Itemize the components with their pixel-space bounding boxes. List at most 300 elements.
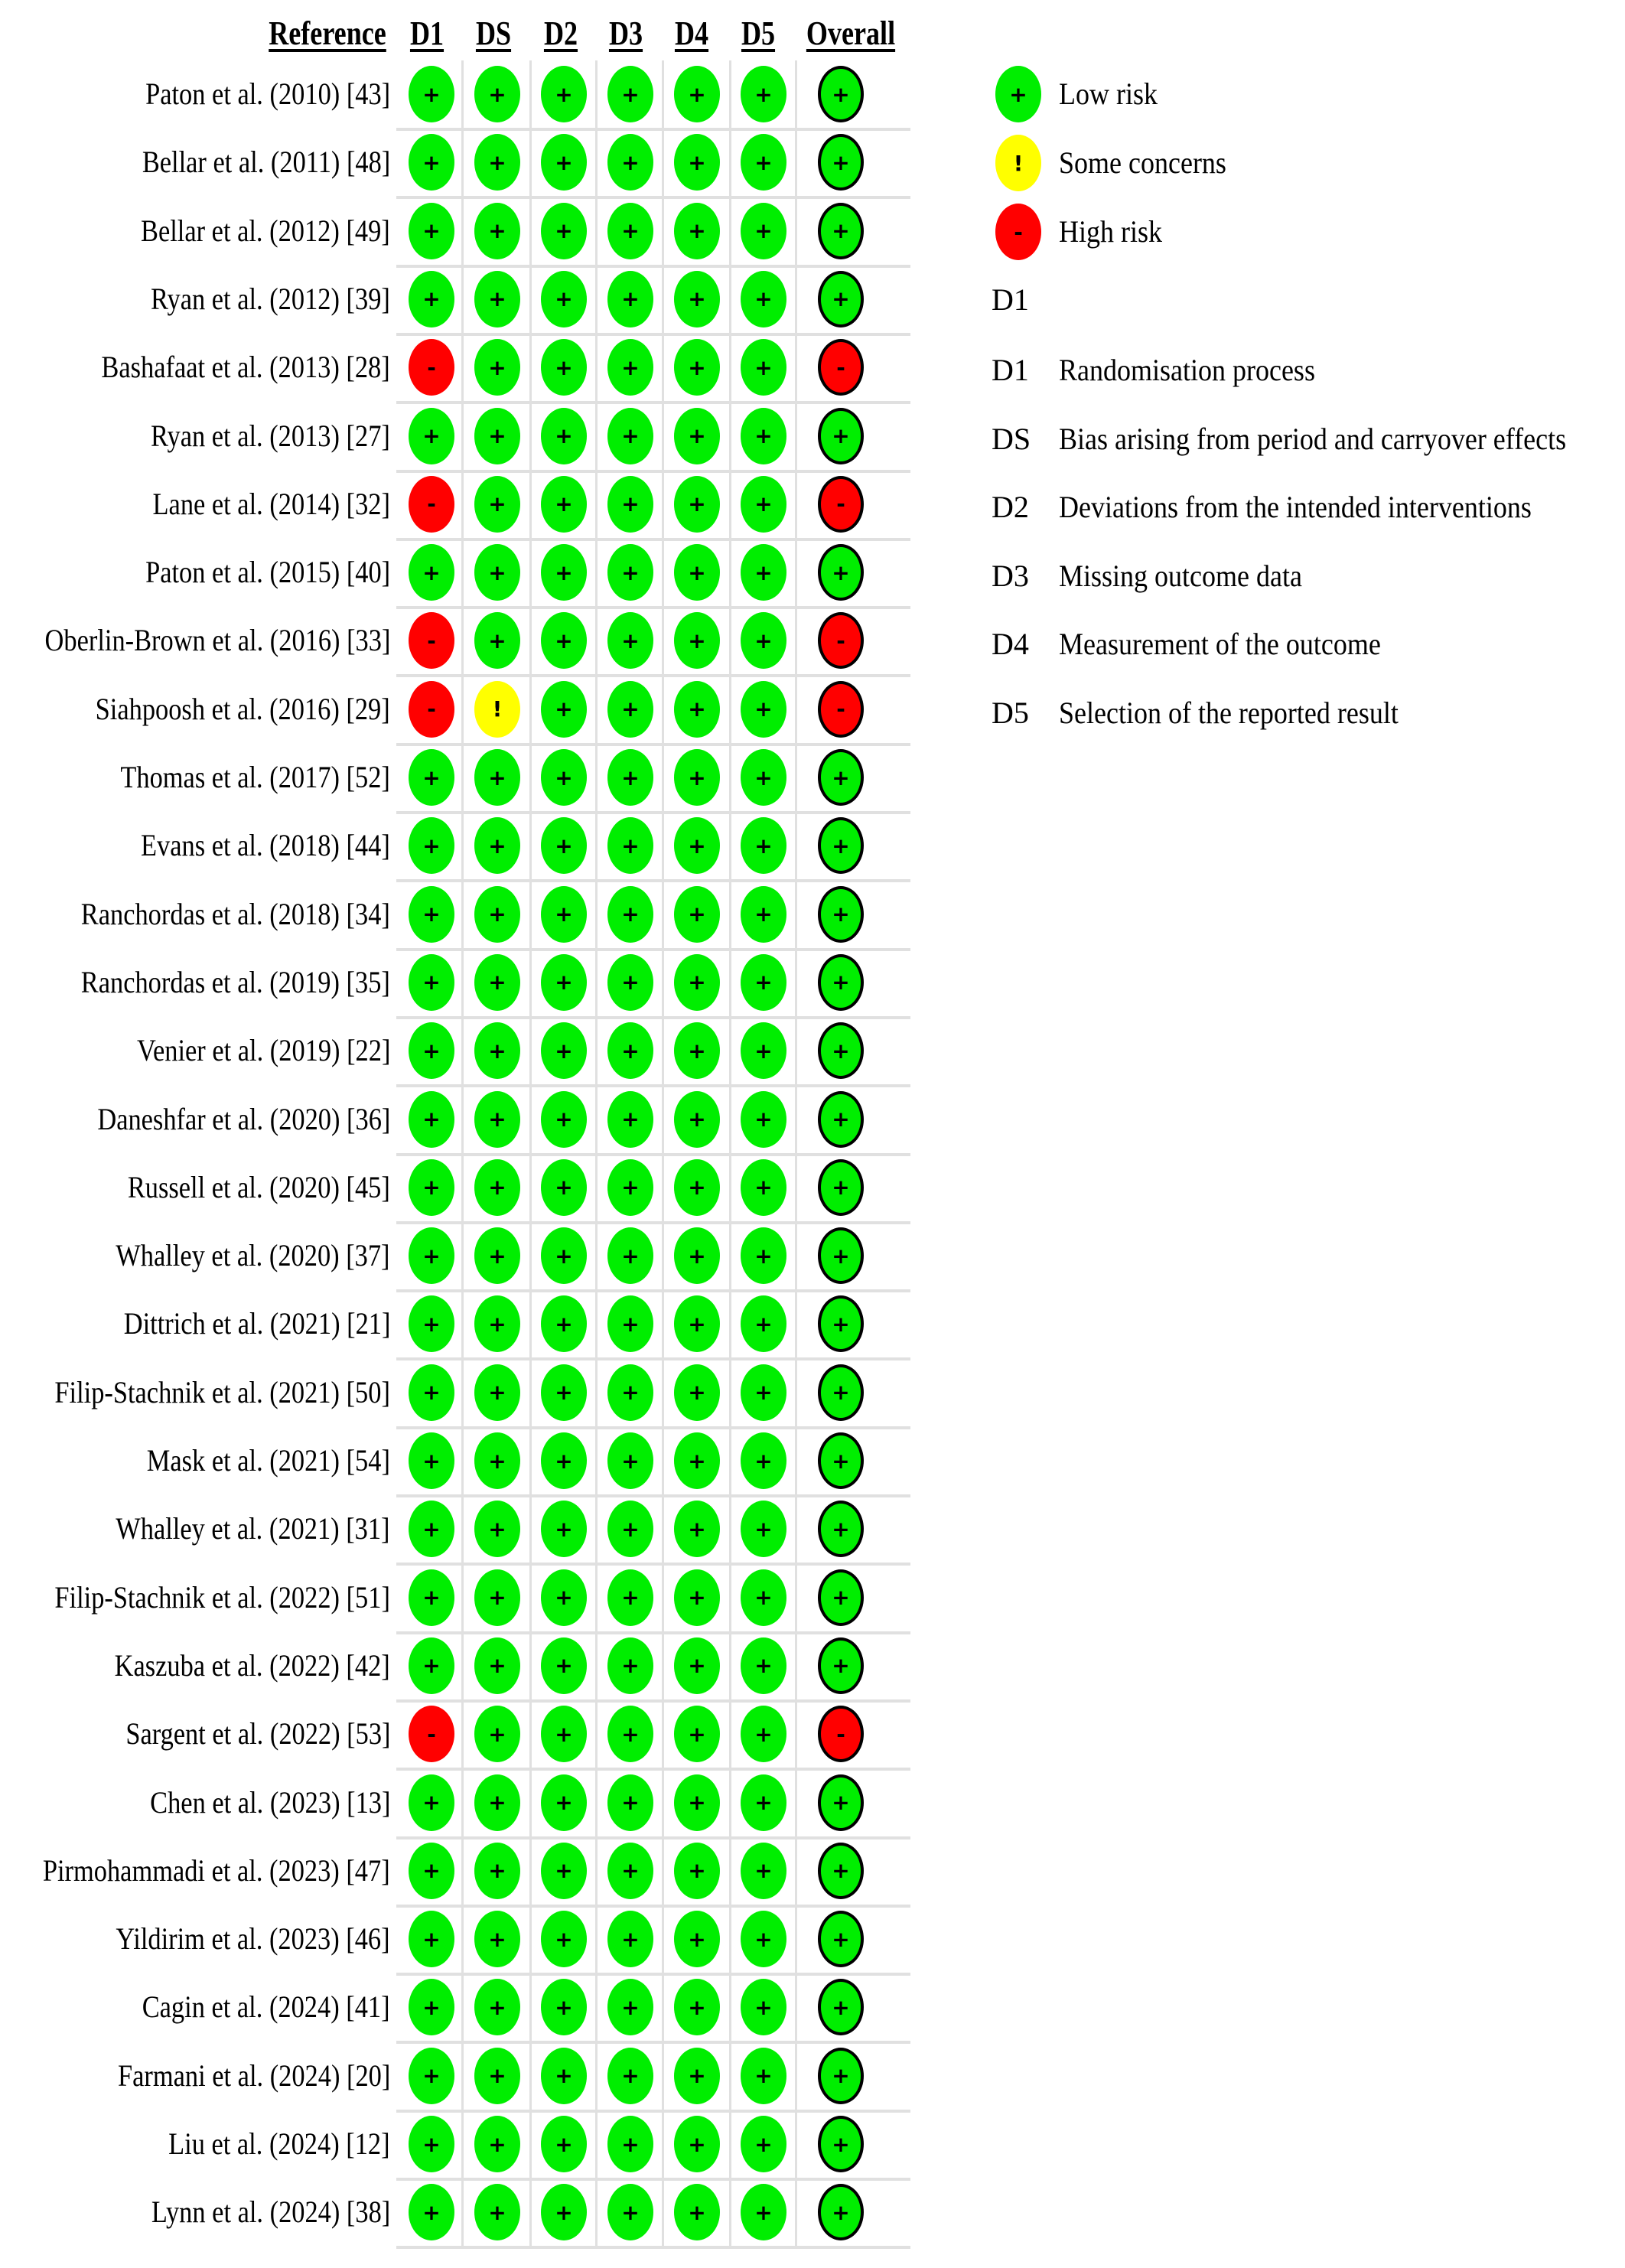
study-reference: Bashafaat et al. (2013) [28] <box>101 350 390 385</box>
judgement-overall-icon: + <box>818 1091 864 1148</box>
judgement-d1-icon: + <box>409 954 454 1011</box>
judgement-ds-icon: + <box>474 1501 520 1557</box>
judgement-d2-icon: + <box>541 2048 587 2104</box>
judgement-d2-icon: + <box>541 681 587 738</box>
judgement-overall-icon: + <box>818 749 864 806</box>
judgement-overall-icon: + <box>818 1774 864 1831</box>
judgement-d3-icon: + <box>607 1432 653 1489</box>
judgement-d5-icon: + <box>741 1364 786 1421</box>
judgement-d4-icon: + <box>674 1432 720 1489</box>
legend-domain-key: D4 <box>992 627 1029 661</box>
header-d3: D3 <box>608 15 643 52</box>
judgement-d1-icon: - <box>409 476 454 533</box>
header-ds: DS <box>475 15 512 52</box>
judgement-d3-icon: + <box>607 134 653 191</box>
judgement-ds-icon: + <box>474 817 520 874</box>
judgement-ds-icon: + <box>474 2048 520 2104</box>
grid-hline <box>396 470 910 473</box>
legend-domain-description: Measurement of the outcome <box>1059 627 1381 661</box>
judgement-ds-icon: + <box>474 544 520 601</box>
judgement-d2-icon: + <box>541 1569 587 1626</box>
judgement-ds-icon: + <box>474 2116 520 2172</box>
judgement-overall-icon: - <box>818 476 864 533</box>
judgement-d1-icon: + <box>409 1432 454 1489</box>
judgement-d1-icon: + <box>409 2116 454 2172</box>
judgement-d4-icon: + <box>674 1022 720 1079</box>
judgement-d3-icon: + <box>607 612 653 669</box>
grid-hline <box>396 1973 910 1976</box>
judgement-d4-icon: + <box>674 1843 720 1899</box>
judgement-d2-icon: + <box>541 408 587 464</box>
judgement-d4-icon: + <box>674 749 720 806</box>
judgement-d2-icon: + <box>541 749 587 806</box>
grid-hline <box>396 674 910 677</box>
grid-hline <box>396 401 910 404</box>
judgement-d2-icon: + <box>541 1159 587 1216</box>
judgement-d3-icon: + <box>607 2048 653 2104</box>
grid-hline <box>396 1768 910 1771</box>
legend-L-icon: + <box>995 66 1041 122</box>
judgement-d3-icon: + <box>607 1227 653 1284</box>
study-reference: Oberlin-Brown et al. (2016) [33] <box>44 623 390 658</box>
grid-hline <box>396 265 910 268</box>
judgement-overall-icon: + <box>818 2116 864 2172</box>
judgement-overall-icon: + <box>818 1432 864 1489</box>
judgement-overall-icon: + <box>818 1911 864 1967</box>
judgement-d2-icon: + <box>541 1295 587 1352</box>
judgement-d3-icon: + <box>607 1501 653 1557</box>
study-reference: Ranchordas et al. (2019) [35] <box>80 964 390 999</box>
judgement-d5-icon: + <box>741 1774 786 1831</box>
study-reference: Liu et al. (2024) [12] <box>168 2126 390 2161</box>
judgement-overall-icon: + <box>818 954 864 1011</box>
legend-domain-description: Deviations from the intended interventions <box>1059 490 1532 524</box>
judgement-d1-icon: + <box>409 1979 454 2035</box>
grid-hline <box>396 1563 910 1566</box>
grid-hline <box>396 1084 910 1087</box>
judgement-d3-icon: + <box>607 1091 653 1148</box>
study-reference: Kaszuba et al. (2022) [42] <box>114 1647 390 1683</box>
judgement-d1-icon: + <box>409 1364 454 1421</box>
judgement-d5-icon: + <box>741 2184 786 2240</box>
judgement-d2-icon: + <box>541 134 587 191</box>
judgement-ds-icon: + <box>474 203 520 259</box>
judgement-d2-icon: + <box>541 203 587 259</box>
grid-hline <box>396 1905 910 1908</box>
judgement-ds-icon: ! <box>474 681 520 738</box>
judgement-d3-icon: + <box>607 544 653 601</box>
judgement-d2-icon: + <box>541 544 587 601</box>
judgement-d4-icon: + <box>674 408 720 464</box>
judgement-d1-icon: + <box>409 1774 454 1831</box>
judgement-d2-icon: + <box>541 886 587 943</box>
judgement-overall-icon: + <box>818 1843 864 1899</box>
judgement-d3-icon: + <box>607 1637 653 1694</box>
study-reference: Ryan et al. (2013) [27] <box>151 418 390 453</box>
judgement-d5-icon: + <box>741 271 786 327</box>
header-d1: D1 <box>409 15 445 52</box>
grid-hline <box>396 128 910 131</box>
judgement-d5-icon: + <box>741 544 786 601</box>
legend-domain-description: Missing outcome data <box>1059 558 1302 593</box>
judgement-d1-icon: + <box>409 1501 454 1557</box>
judgement-d5-icon: + <box>741 134 786 191</box>
study-reference: Filip-Stachnik et al. (2022) [51] <box>54 1579 390 1615</box>
judgement-d4-icon: + <box>674 612 720 669</box>
judgement-d3-icon: + <box>607 886 653 943</box>
legend-H-icon: - <box>995 204 1041 260</box>
judgement-d2-icon: + <box>541 612 587 669</box>
judgement-d1-icon: + <box>409 134 454 191</box>
grid-hline <box>396 811 910 814</box>
judgement-overall-icon: + <box>818 408 864 464</box>
judgement-d1-icon: + <box>409 1227 454 1284</box>
judgement-ds-icon: + <box>474 476 520 533</box>
judgement-d4-icon: + <box>674 1706 720 1762</box>
grid-hline <box>396 1221 910 1224</box>
judgement-d4-icon: + <box>674 544 720 601</box>
study-reference: Yildirim et al. (2023) [46] <box>116 1921 390 1957</box>
legend-domain-key: D2 <box>992 490 1029 524</box>
judgement-d5-icon: + <box>741 1843 786 1899</box>
header-d2: D2 <box>543 15 578 52</box>
judgement-ds-icon: + <box>474 1159 520 1216</box>
study-reference: Whalley et al. (2020) [37] <box>116 1238 390 1273</box>
judgement-d2-icon: + <box>541 476 587 533</box>
judgement-d1-icon: + <box>409 1091 454 1148</box>
judgement-d1-icon: + <box>409 2048 454 2104</box>
judgement-d5-icon: + <box>741 1227 786 1284</box>
judgement-d3-icon: + <box>607 954 653 1011</box>
legend-S-icon: ! <box>995 135 1041 191</box>
judgement-ds-icon: + <box>474 749 520 806</box>
judgement-overall-icon: + <box>818 1637 864 1694</box>
judgement-d1-icon: - <box>409 681 454 738</box>
judgement-d2-icon: + <box>541 1911 587 1967</box>
judgement-d4-icon: + <box>674 134 720 191</box>
legend-domain-description: Selection of the reported result <box>1059 695 1399 730</box>
legend-label: Low risk <box>1059 77 1158 111</box>
judgement-overall-icon: + <box>818 1227 864 1284</box>
judgement-d3-icon: + <box>607 1706 653 1762</box>
grid-hline <box>396 1494 910 1497</box>
grid-hline <box>396 196 910 199</box>
judgement-d5-icon: + <box>741 1979 786 2035</box>
header-reference: Reference <box>269 15 386 52</box>
study-reference: Venier et al. (2019) [22] <box>136 1033 390 1068</box>
study-reference: Siahpoosh et al. (2016) [29] <box>95 691 390 726</box>
judgement-d5-icon: + <box>741 681 786 738</box>
judgement-d2-icon: + <box>541 1979 587 2035</box>
study-reference: Daneshfar et al. (2020) [36] <box>96 1101 390 1136</box>
judgement-ds-icon: + <box>474 1022 520 1079</box>
header-overall: Overall <box>806 15 896 52</box>
judgement-d4-icon: + <box>674 954 720 1011</box>
judgement-overall-icon: + <box>818 1022 864 1079</box>
grid-hline <box>396 538 910 541</box>
judgement-d2-icon: + <box>541 1774 587 1831</box>
legend-domain-description: Randomisation process <box>1059 353 1315 387</box>
judgement-d4-icon: + <box>674 2184 720 2240</box>
judgement-d2-icon: + <box>541 1022 587 1079</box>
legend-domain-key: D3 <box>992 558 1029 593</box>
judgement-d1-icon: + <box>409 1569 454 1626</box>
grid-hline <box>396 2041 910 2044</box>
judgement-overall-icon: + <box>818 203 864 259</box>
judgement-overall-icon: - <box>818 612 864 669</box>
judgement-d1-icon: + <box>409 1637 454 1694</box>
judgement-d3-icon: + <box>607 1295 653 1352</box>
legend-domain-heading: D1 <box>992 282 1029 317</box>
legend-domain-key: D5 <box>992 695 1029 730</box>
judgement-overall-icon: + <box>818 544 864 601</box>
study-reference: Evans et al. (2018) [44] <box>141 828 390 863</box>
judgement-ds-icon: + <box>474 886 520 943</box>
judgement-overall-icon: + <box>818 1295 864 1352</box>
judgement-d3-icon: + <box>607 1843 653 1899</box>
grid-hline <box>396 1631 910 1634</box>
judgement-d5-icon: + <box>741 1432 786 1489</box>
judgement-d4-icon: + <box>674 681 720 738</box>
judgement-d5-icon: + <box>741 1911 786 1967</box>
judgement-d2-icon: + <box>541 1706 587 1762</box>
judgement-d1-icon: + <box>409 1911 454 1967</box>
judgement-ds-icon: + <box>474 134 520 191</box>
study-reference: Lynn et al. (2024) [38] <box>151 2195 390 2230</box>
judgement-d4-icon: + <box>674 1911 720 1967</box>
judgement-d3-icon: + <box>607 408 653 464</box>
judgement-d4-icon: + <box>674 476 720 533</box>
judgement-ds-icon: + <box>474 1295 520 1352</box>
study-reference: Thomas et al. (2017) [52] <box>120 760 390 794</box>
judgement-d2-icon: + <box>541 954 587 1011</box>
judgement-d1-icon: + <box>409 66 454 122</box>
judgement-ds-icon: + <box>474 408 520 464</box>
judgement-d4-icon: + <box>674 66 720 122</box>
judgement-d2-icon: + <box>541 1227 587 1284</box>
judgement-d4-icon: + <box>674 1091 720 1148</box>
study-reference: Bellar et al. (2012) [49] <box>141 213 390 248</box>
judgement-d3-icon: + <box>607 1979 653 2035</box>
judgement-d4-icon: + <box>674 1501 720 1557</box>
judgement-d4-icon: + <box>674 2048 720 2104</box>
grid-hline <box>396 333 910 336</box>
grid-hline <box>396 1699 910 1703</box>
study-reference: Paton et al. (2015) [40] <box>145 555 390 590</box>
grid-hline <box>396 2110 910 2113</box>
header-d4: D4 <box>674 15 709 52</box>
judgement-d3-icon: + <box>607 271 653 327</box>
study-reference: Mask et al. (2021) [54] <box>146 1443 390 1478</box>
judgement-d2-icon: + <box>541 1364 587 1421</box>
judgement-d5-icon: + <box>741 954 786 1011</box>
judgement-ds-icon: + <box>474 1569 520 1626</box>
judgement-d1-icon: + <box>409 203 454 259</box>
grid-hline <box>396 2178 910 2181</box>
judgement-d5-icon: + <box>741 1295 786 1352</box>
judgement-d5-icon: + <box>741 1569 786 1626</box>
study-reference: Paton et al. (2010) [43] <box>145 77 390 111</box>
judgement-ds-icon: + <box>474 1432 520 1489</box>
judgement-d5-icon: + <box>741 1501 786 1557</box>
judgement-d5-icon: + <box>741 1637 786 1694</box>
judgement-d4-icon: + <box>674 203 720 259</box>
judgement-overall-icon: + <box>818 1979 864 2035</box>
judgement-d4-icon: + <box>674 1159 720 1216</box>
judgement-d5-icon: + <box>741 2048 786 2104</box>
judgement-d2-icon: + <box>541 1637 587 1694</box>
grid-hline <box>396 2246 910 2249</box>
judgement-d3-icon: + <box>607 681 653 738</box>
judgement-overall-icon: + <box>818 2048 864 2104</box>
study-reference: Ranchordas et al. (2018) [34] <box>80 896 390 931</box>
judgement-d5-icon: + <box>741 203 786 259</box>
judgement-d4-icon: + <box>674 1774 720 1831</box>
judgement-d5-icon: + <box>741 408 786 464</box>
legend-label: Some concerns <box>1059 145 1226 180</box>
judgement-d4-icon: + <box>674 1295 720 1352</box>
judgement-d1-icon: + <box>409 1022 454 1079</box>
judgement-d3-icon: + <box>607 1911 653 1967</box>
judgement-d2-icon: + <box>541 1843 587 1899</box>
judgement-d3-icon: + <box>607 1569 653 1626</box>
judgement-d1-icon: + <box>409 817 454 874</box>
legend-domain-key: D1 <box>992 353 1029 387</box>
judgement-d4-icon: + <box>674 817 720 874</box>
judgement-d5-icon: + <box>741 2116 786 2172</box>
judgement-overall-icon: - <box>818 1706 864 1762</box>
study-reference: Filip-Stachnik et al. (2021) [50] <box>54 1374 390 1409</box>
judgement-ds-icon: + <box>474 66 520 122</box>
judgement-d1-icon: + <box>409 544 454 601</box>
judgement-overall-icon: - <box>818 339 864 396</box>
grid-hline <box>396 1289 910 1292</box>
judgement-d5-icon: + <box>741 886 786 943</box>
judgement-d5-icon: + <box>741 612 786 669</box>
study-reference: Lane et al. (2014) [32] <box>152 486 390 521</box>
judgement-d5-icon: + <box>741 749 786 806</box>
grid-hline <box>396 1153 910 1156</box>
judgement-d1-icon: - <box>409 339 454 396</box>
judgement-d4-icon: + <box>674 339 720 396</box>
judgement-d2-icon: + <box>541 2116 587 2172</box>
grid-hline <box>396 606 910 609</box>
judgement-d5-icon: + <box>741 817 786 874</box>
study-reference: Ryan et al. (2012) [39] <box>151 281 390 316</box>
judgement-overall-icon: + <box>818 1501 864 1557</box>
study-reference: Chen et al. (2023) [13] <box>149 1784 390 1820</box>
judgement-d5-icon: + <box>741 1091 786 1148</box>
study-reference: Bellar et al. (2011) [48] <box>142 145 390 180</box>
judgement-d4-icon: + <box>674 1979 720 2035</box>
judgement-ds-icon: + <box>474 1911 520 1967</box>
judgement-d5-icon: + <box>741 66 786 122</box>
study-reference: Farmani et al. (2024) [20] <box>117 2058 390 2093</box>
study-reference: Whalley et al. (2021) [31] <box>116 1511 390 1546</box>
judgement-ds-icon: + <box>474 1227 520 1284</box>
judgement-overall-icon: + <box>818 134 864 191</box>
judgement-overall-icon: + <box>818 2184 864 2240</box>
judgement-d1-icon: + <box>409 1843 454 1899</box>
judgement-ds-icon: + <box>474 1706 520 1762</box>
grid-hline <box>396 1357 910 1360</box>
judgement-d2-icon: + <box>541 2184 587 2240</box>
judgement-ds-icon: + <box>474 1091 520 1148</box>
judgement-ds-icon: + <box>474 1843 520 1899</box>
judgement-d2-icon: + <box>541 1501 587 1557</box>
legend-label: High risk <box>1059 214 1162 249</box>
judgement-overall-icon: - <box>818 681 864 738</box>
judgement-d1-icon: + <box>409 749 454 806</box>
judgement-d1-icon: + <box>409 886 454 943</box>
judgement-d4-icon: + <box>674 271 720 327</box>
judgement-d5-icon: + <box>741 339 786 396</box>
judgement-d1-icon: - <box>409 612 454 669</box>
judgement-overall-icon: + <box>818 1159 864 1216</box>
judgement-ds-icon: + <box>474 1637 520 1694</box>
judgement-d3-icon: + <box>607 66 653 122</box>
judgement-d4-icon: + <box>674 886 720 943</box>
study-reference: Cagin et al. (2024) [41] <box>142 1989 390 2025</box>
grid-hline <box>396 1016 910 1019</box>
judgement-d2-icon: + <box>541 66 587 122</box>
judgement-d3-icon: + <box>607 2116 653 2172</box>
judgement-d2-icon: + <box>541 1091 587 1148</box>
judgement-d1-icon: + <box>409 271 454 327</box>
judgement-ds-icon: + <box>474 271 520 327</box>
header-d5: D5 <box>741 15 776 52</box>
judgement-ds-icon: + <box>474 612 520 669</box>
judgement-overall-icon: + <box>818 271 864 327</box>
judgement-ds-icon: + <box>474 954 520 1011</box>
judgement-d1-icon: + <box>409 2184 454 2240</box>
judgement-ds-icon: + <box>474 2184 520 2240</box>
judgement-d4-icon: + <box>674 1569 720 1626</box>
judgement-d1-icon: + <box>409 408 454 464</box>
judgement-d3-icon: + <box>607 817 653 874</box>
judgement-d4-icon: + <box>674 1364 720 1421</box>
judgement-overall-icon: + <box>818 66 864 122</box>
judgement-d5-icon: + <box>741 1159 786 1216</box>
judgement-d3-icon: + <box>607 1364 653 1421</box>
judgement-d3-icon: + <box>607 1022 653 1079</box>
legend-domain-description: Bias arising from period and carryover effects <box>1059 421 1567 456</box>
judgement-d3-icon: + <box>607 1774 653 1831</box>
judgement-d4-icon: + <box>674 1637 720 1694</box>
judgement-overall-icon: + <box>818 886 864 943</box>
judgement-d1-icon: + <box>409 1159 454 1216</box>
grid-hline <box>396 743 910 746</box>
judgement-ds-icon: + <box>474 1979 520 2035</box>
judgement-ds-icon: + <box>474 1774 520 1831</box>
judgement-d5-icon: + <box>741 1706 786 1762</box>
judgement-overall-icon: + <box>818 817 864 874</box>
judgement-d3-icon: + <box>607 476 653 533</box>
judgement-d2-icon: + <box>541 1432 587 1489</box>
judgement-d3-icon: + <box>607 203 653 259</box>
judgement-d2-icon: + <box>541 339 587 396</box>
judgement-d5-icon: + <box>741 1022 786 1079</box>
study-reference: Russell et al. (2020) [45] <box>128 1169 390 1204</box>
grid-hline <box>396 1426 910 1429</box>
judgement-d1-icon: - <box>409 1706 454 1762</box>
legend-domain-key: DS <box>992 421 1031 456</box>
judgement-d3-icon: + <box>607 2184 653 2240</box>
judgement-d3-icon: + <box>607 1159 653 1216</box>
grid-hline <box>396 879 910 882</box>
judgement-d1-icon: + <box>409 1295 454 1352</box>
study-reference: Sargent et al. (2022) [53] <box>125 1716 390 1752</box>
